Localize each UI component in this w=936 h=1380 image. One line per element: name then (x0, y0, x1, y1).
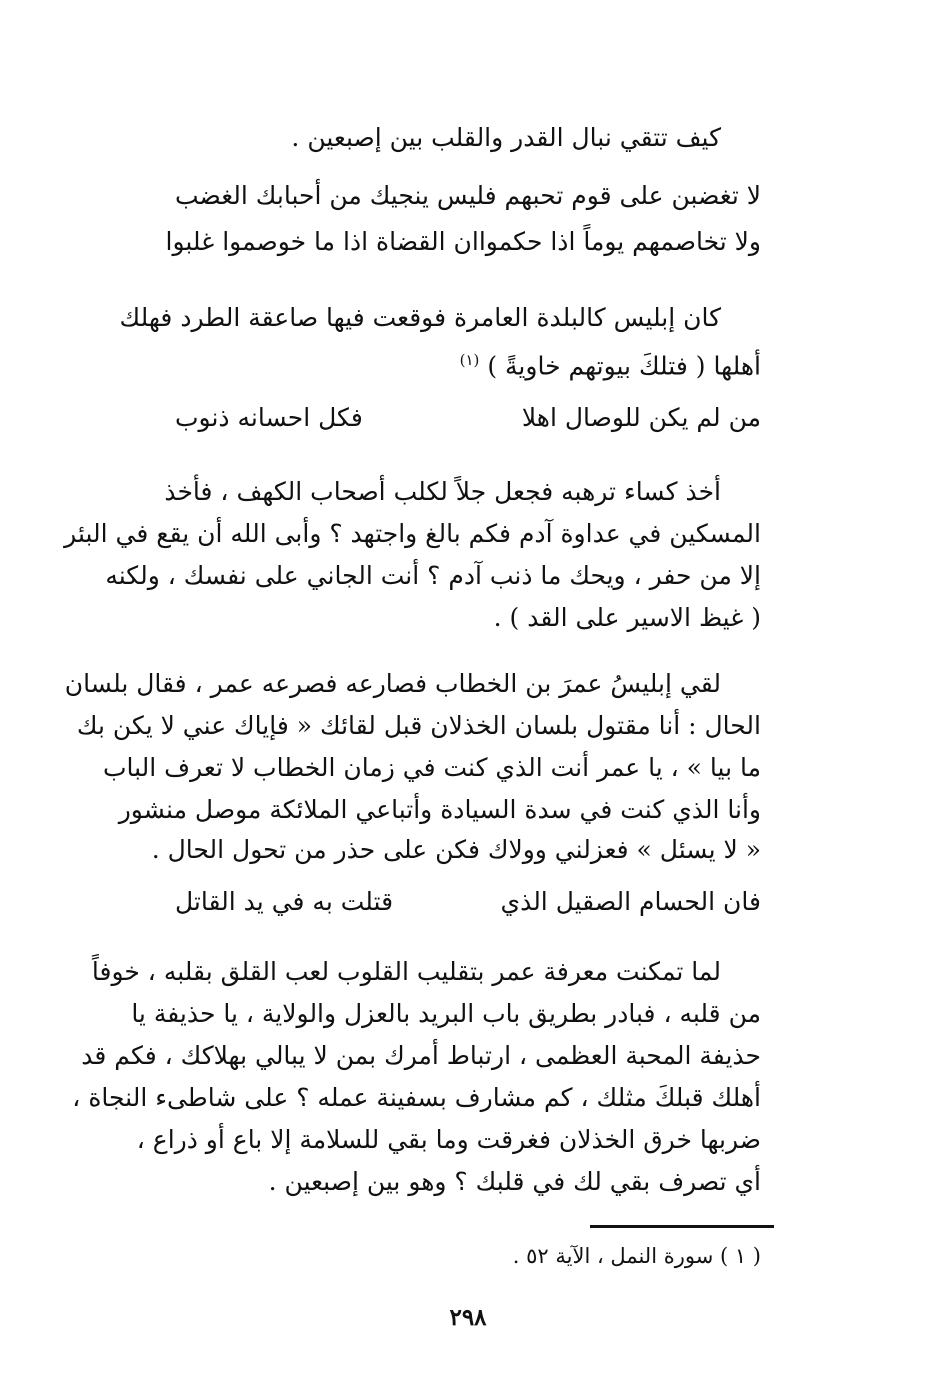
verse-line (175, 176, 761, 216)
verse-line (175, 882, 761, 922)
text-line: إلا من حفر ، ويحك ما ذنب آدم ؟ أنت الجاني على نفسك ، ولكنه (105, 561, 761, 590)
text-line: أهلك قبلكَ مثلك ، كم مشارف بسفينة عمله ؟ على شاطىء النجاة ، (72, 1083, 761, 1112)
footnote: ( ١ ) سورة النمل ، الآية ٥٢ . (512, 1244, 761, 1268)
verse-hemistich: ان القضاة اذا ما خوصموا غلبوا (165, 227, 479, 256)
text-line: المسكين في عداوة آدم فكم بالغ واجتهد ؟ وأبى الله أن يقع في البئر (64, 519, 761, 548)
text-line: الحال : أنا مقتول بلسان الخذلان قبل لقائك « فإياك عني لا يكن بك (76, 711, 761, 740)
verse-hemistich: قتلت به في يد القاتل (175, 887, 394, 916)
verse-hemistich: فان الحسام الصقيل الذي (500, 887, 761, 916)
verse-hemistich: لا تغضبن على قوم تحبهم (504, 181, 761, 210)
text-line: كان إبليس كالبلدة العامرة فوقعت فيها صاعقة الطرد فهلك (119, 303, 721, 332)
text-line: ضربها خرق الخذلان فغرقت وما بقي للسلامة إلا باع أو ذراع ، (136, 1125, 761, 1154)
footnote-marker: (١) (459, 351, 480, 369)
text-line: كيف تتقي نبال القدر والقلب بين إصبعين . (291, 123, 721, 152)
text-line: ما بيا » ، يا عمر أنت الذي كنت في زمان الخطاب لا تعرف الباب (102, 753, 761, 782)
text-line: حذيفة المحبة العظمى ، ارتباط أمرك بمن لا يبالي بهلاكك ، فكم قد (81, 1041, 761, 1070)
page-number: ٢٩٨ (449, 1304, 487, 1331)
text-span: أهلها ( فتلكَ بيوتهم خاويةً ) (487, 351, 761, 381)
verse-line (165, 222, 761, 262)
text-line: من قلبه ، فبادر بطريق باب البريد بالعزل والولاية ، يا حذيفة يا (131, 999, 761, 1028)
text-line: أخذ كساء ترهبه فجعل جلاً لكلب أصحاب الكهف ، فأخذ (164, 477, 721, 506)
text-line: وأنا الذي كنت في سدة السيادة وأتباعي الملائكة موصل منشور (118, 795, 761, 824)
text-line: أي تصرف بقي لك في قلبك ؟ وهو بين إصبعين . (268, 1167, 761, 1196)
text-line: ( غيظ الاسير على القد ) . (493, 603, 761, 632)
text-line (175, 340, 761, 380)
verse-line (175, 398, 761, 438)
verse-hemistich: فكل احسانه ذنوب (175, 403, 363, 432)
verse-hemistich: ولا تخاصمهم يوماً اذا حكموا (478, 227, 761, 256)
text-line: لما تمكنت معرفة عمر بتقليب القلوب لعب القلق بقلبه ، خوفاً (91, 957, 721, 986)
verse-hemistich: من لم يكن للوصال اهلا (521, 403, 761, 432)
text-line: « لا يسئل » فعزلني وولاك فكن على حذر من تحول الحال . (151, 835, 761, 864)
footnote-divider (590, 1225, 774, 1228)
verse-hemistich: فليس ينجيك من أحبابك الغضب (175, 181, 497, 210)
text-line: لقي إبليسُ عمرَ بن الخطاب فصارعه فصرعه عمر ، فقال بلسان (64, 669, 721, 698)
